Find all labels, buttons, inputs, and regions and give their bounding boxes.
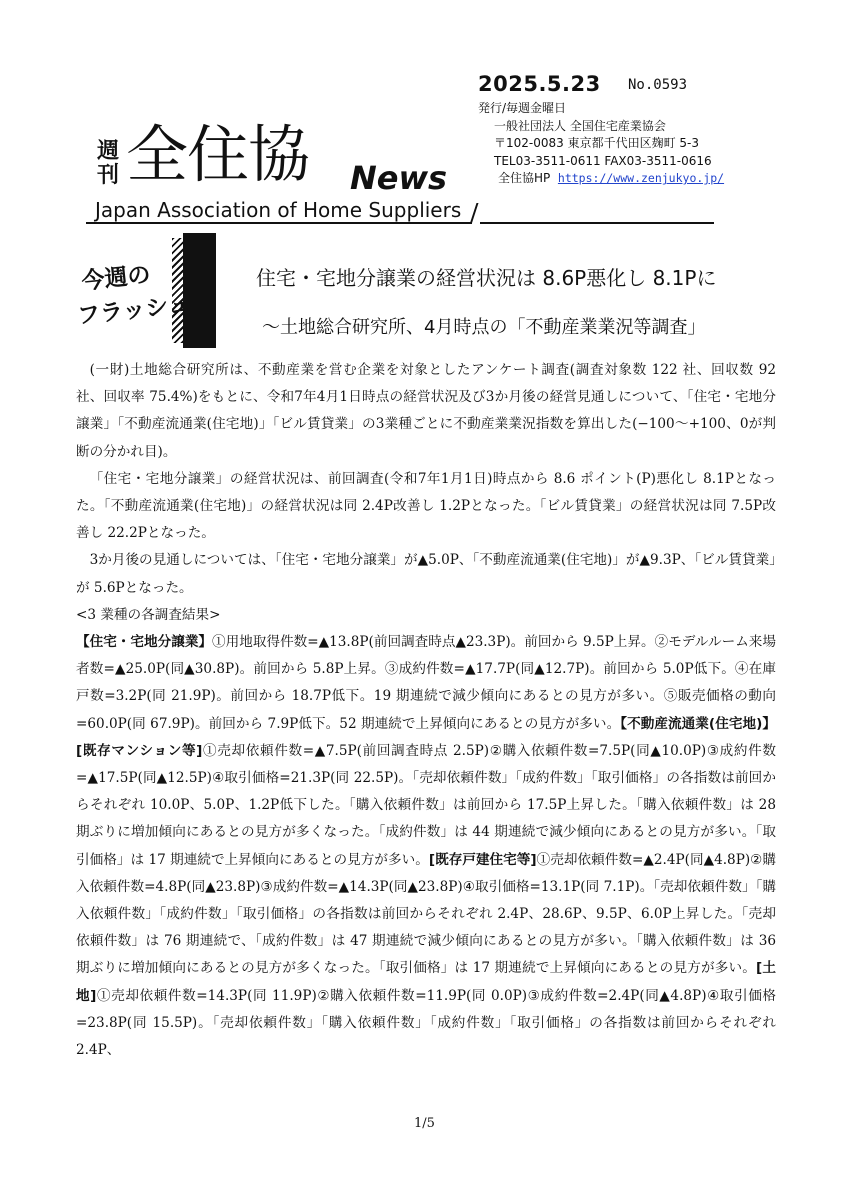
flash-badge-line1: 今週の xyxy=(80,261,152,295)
homepage-line xyxy=(478,170,724,188)
subcategory-condo: [既存マンション等] xyxy=(76,742,203,759)
detached-results: ①売却依頼件数=▲2.4P(同▲4.8P)②購入依頼件数=4.8P(同▲23.8P)③成約件数=▲14.3P(同▲23.8P)④取引価格=13.1P(同 7.1P)。「売却依頼件数」「購入依頼件数」「成約件数」「取引価格」の各指数は前回からそれぞれ 2.4P、28.6P、9.5P、6.0P上昇した。「売却依頼件数」は 76 期連続で、「成約件数」は 47 期連続で減少傾向にあるとの見方が多い。「購入依頼件数」は 36 期ぶりに増加傾向にあるとの見方が多くなった。「取引価格」は 17 期連続で上昇傾向にあるとの見方が多い。 xyxy=(76,851,776,977)
publisher-address: 〒102-0083 東京都千代田区麹町 5-3 xyxy=(494,136,700,151)
page-number: 1/5 xyxy=(414,1116,435,1131)
subcategory-land: [土地] xyxy=(76,960,776,1004)
flash-badge-line2: フラッシュ xyxy=(75,291,193,330)
issue-date: 2025.5.23 xyxy=(478,72,601,96)
logo-title: 全住協 xyxy=(126,118,310,191)
land-results: ①売却依頼件数=14.3P(同 11.9P)②購入依頼件数=11.9P(同 0.0P)③成約件数=2.4P(同▲4.8P)④取引価格=23.8P(同 15.5P)。「売却依頼件数」「購入依頼件数」「成約件数」「取引価格」の各指数は前回からそれぞれ 2.4P、 xyxy=(76,987,777,1059)
article-body xyxy=(76,357,776,1064)
article-subheadline: 〜土地総合研究所、4月時点の「不動産業業況等調査」 xyxy=(262,317,706,338)
homepage-label: 全住協HP xyxy=(498,171,551,186)
subcategory-detached: [既存戸建住宅等] xyxy=(428,851,537,868)
issue-number: No.0593 xyxy=(628,77,688,93)
results-paragraph xyxy=(76,629,776,1064)
logo-news: News xyxy=(350,159,448,197)
article-paragraph: (一財)土地総合研究所は、不動産業を営む企業を対象としたアンケート調査(調査対象数 122 社、回収数 92 社、回収率 75.4%)をもとに、令和7年4月1日時点の経営状況及び3か月後の経営見通しについて、「住宅・宅地分譲業」「不動産流通業(住宅地)」「ビル賃貸業」の3業種ごとに不動産業業況指数を算出した(−100〜+100、0が判断の分かれ目)。 xyxy=(76,362,776,460)
header-rule xyxy=(480,222,714,224)
category-heading-housing: 【住宅・宅地分譲業】 xyxy=(76,634,213,651)
logo-underline-slant xyxy=(470,203,478,223)
condo-results: ①売却依頼件数=▲7.5P(前回調査時点 2.5P)②購入依頼件数=7.5P(同▲10.0P)③成約件数=▲17.5P(同▲12.5P)④取引価格=21.3P(同 22.5P)。「売却依頼件数」「成約件数」「取引価格」の各指数は前回からそれぞれ 10.0P、5.0P、1.2P低下した。「購入依頼件数」は前回から 17.5P上昇した。「購入依頼件数」は 28 期ぶりに増加傾向にあるとの見方が多くなった。「成約件数」は 44 期連続で減少傾向にあるとの見方が多い。「取引価格」は 17 期連続で上昇傾向にあるとの見方が多い。 xyxy=(76,742,776,868)
housing-results: ①用地取得件数=▲13.8P(前回調査時点▲23.3P)。前回から 9.5P上昇。②モデルルーム来場者数=▲25.0P(同▲30.8P)。前回から 5.8P上昇。③成約件数=▲17.7P(同▲12.7P)。前回から 5.0P低下。④在庫戸数=3.2P(同 21.9P)。前回から 18.7P低下。19 期連続で減少傾向にあるとの見方が多い。⑤販売価格の動向=60.0P(同 67.9P)。前回から 7.9P低下。52 期連続で上昇傾向にあるとの見方が多い。 xyxy=(76,634,776,732)
publisher-name: 一般社団法人 全国住宅産業協会 xyxy=(494,118,666,133)
publisher-info xyxy=(478,100,724,188)
publish-frequency: 発行/毎週金曜日 xyxy=(478,101,567,115)
article-paragraph: 3か月後の見通しについては、「住宅・宅地分譲業」が▲5.0P、「不動産流通業(住宅地)」が▲9.3P、「ビル賃貸業」が 5.6Pとなった。 xyxy=(76,552,776,596)
logo-subtitle: Japan Association of Home Suppliers xyxy=(95,198,462,222)
flash-badge xyxy=(72,254,193,334)
logo-weekly: 週刊 xyxy=(96,139,119,188)
section-heading: <3 業種の各調査結果> xyxy=(76,606,221,623)
logo-underline xyxy=(86,222,472,224)
homepage-link[interactable]: https://www.zenjukyo.jp/ xyxy=(557,171,725,186)
publisher-phone: TEL03-3511-0611 FAX03-3511-0616 xyxy=(494,153,712,168)
article-headline: 住宅・宅地分譲業の経営状況は 8.6P悪化し 8.1Pに xyxy=(256,266,717,290)
article-paragraph: 「住宅・宅地分譲業」の経営状況は、前回調査(令和7年1月1日)時点から 8.6 ポイント(P)悪化し 8.1Pとなった。「不動産流通業(住宅地)」の経営状況は同 2.4P改善し 1.2Pとなった。「ビル賃貸業」の経営状況は同 7.5P改善し 22.2Pとなった。 xyxy=(76,470,776,542)
category-heading-distribution: 【不動産流通業(住宅地)】 xyxy=(620,715,776,732)
